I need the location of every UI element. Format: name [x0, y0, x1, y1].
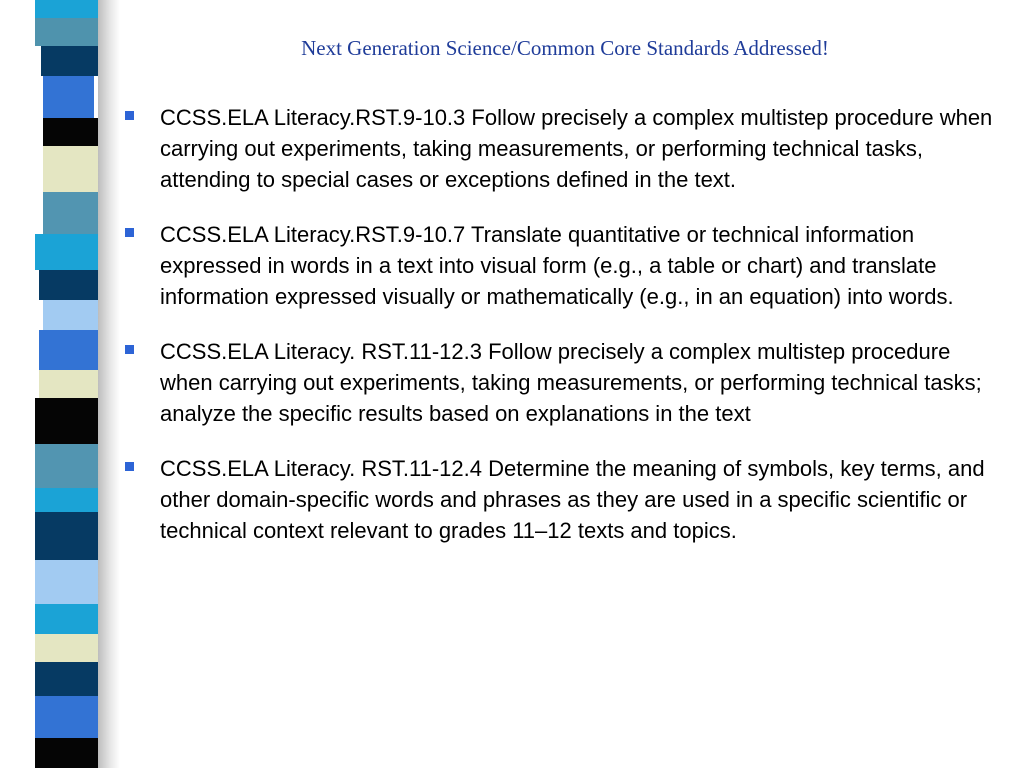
- stripe-block: [43, 300, 98, 330]
- stripe-block: [35, 634, 98, 662]
- stripe-block: [35, 398, 98, 444]
- stripe-block: [43, 146, 98, 192]
- stripe-block: [35, 18, 98, 46]
- bullet-item: [120, 453, 1000, 546]
- stripe-block: [43, 118, 98, 146]
- stripe-block: [39, 370, 98, 398]
- stripe-block: [39, 330, 98, 370]
- bullet-text: CCSS.ELA Literacy.RST.9-10.3 Follow precisely a complex multistep procedure when carrying out experiments, taking measurements, or performing technical tasks, attending to special cases or exceptions defined in the text.: [160, 105, 993, 192]
- bullet-item: [120, 219, 1000, 312]
- stripe-block: [35, 696, 98, 738]
- bullet-text: CCSS.ELA Literacy. RST.11-12.3 Follow precisely a complex multistep procedure when carrying out experiments, taking measurements, or performing technical tasks; analyze the specific results based on explanations in the text: [160, 339, 982, 426]
- stripe-block: [43, 192, 98, 234]
- bullet-list: [120, 102, 1000, 570]
- stripe-block: [41, 46, 98, 76]
- stripe-block: [35, 444, 98, 488]
- stripe-block: [35, 234, 98, 270]
- stripe-block: [43, 76, 94, 118]
- square-bullet-icon: [125, 111, 134, 120]
- bullet-item: [120, 102, 1000, 195]
- square-bullet-icon: [125, 228, 134, 237]
- stripe-block: [35, 662, 98, 696]
- stripe-block: [35, 738, 98, 768]
- square-bullet-icon: [125, 345, 134, 354]
- stripe-block: [39, 270, 98, 300]
- stripe-block: [35, 512, 98, 560]
- square-bullet-icon: [125, 462, 134, 471]
- stripe-block: [35, 488, 98, 512]
- decorative-stripe: [35, 0, 98, 768]
- stripe-shadow: [98, 0, 120, 768]
- slide-title: Next Generation Science/Common Core Standards Addressed!: [301, 36, 829, 60]
- bullet-text: CCSS.ELA Literacy.RST.9-10.7 Translate quantitative or technical information expressed in words in a text into visual form (e.g., a table or chart) and translate information expressed visually or mathematically (e.g., in an equation) into words.: [160, 222, 954, 309]
- bullet-text: CCSS.ELA Literacy. RST.11-12.4 Determine the meaning of symbols, key terms, and other domain-specific words and phrases as they are used in a specific scientific or technical context relevant to grades 11–12 texts and topics.: [160, 456, 985, 543]
- stripe-block: [35, 604, 98, 634]
- stripe-block: [35, 560, 98, 604]
- bullet-item: [120, 336, 1000, 429]
- stripe-block: [35, 0, 98, 18]
